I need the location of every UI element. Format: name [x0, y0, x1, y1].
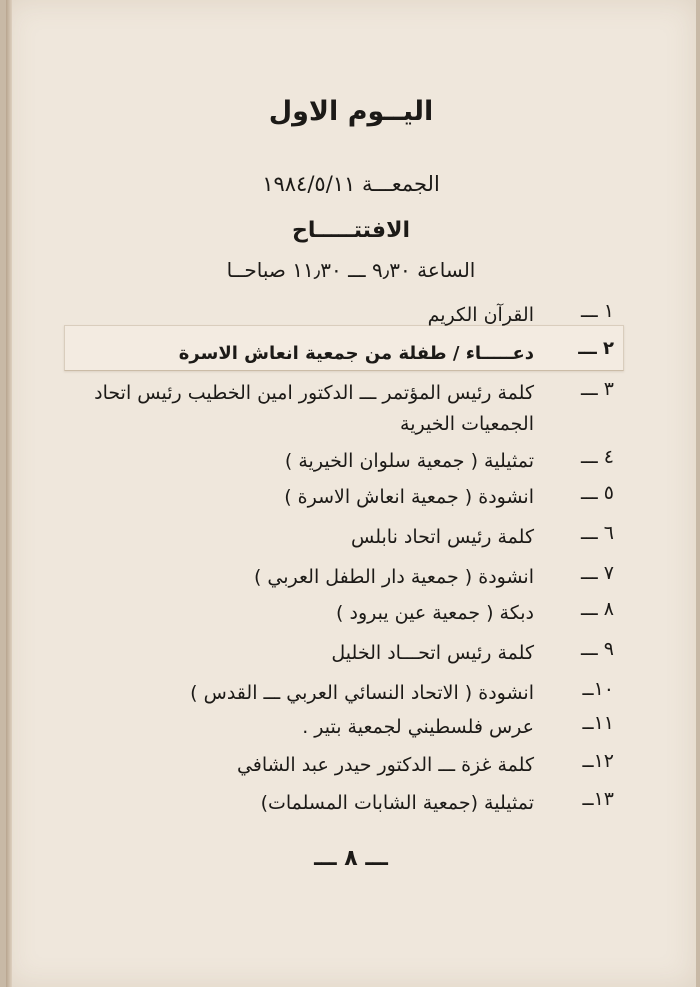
item-number: ١٣ــ: [582, 788, 614, 810]
event-date: الجمعـــة ١٩٨٤/٥/١١: [262, 172, 440, 196]
item-text: تمثيلية ( جمعية سلوان الخيرية ): [284, 450, 534, 472]
item-text: كلمة رئيس المؤتمر ـــ الدكتور امين الخطيب رئيس اتحاد الجمعيات الخيرية: [94, 382, 534, 435]
item-number: ٥ ـــ: [581, 482, 614, 504]
item-number: ٧ ـــ: [581, 562, 614, 584]
item-number: ١١ــ: [582, 712, 614, 734]
item-text: انشودة ( جمعية دار الطفل العربي ): [253, 566, 534, 588]
section-title: الافتتـــــاح: [291, 218, 410, 243]
item-text: انشودة ( الاتحاد النسائي العربي ـــ القدس ): [190, 682, 534, 704]
program-item: [76, 378, 614, 442]
page-edge: [6, 0, 12, 987]
program-item: [76, 482, 614, 516]
program-item: [76, 522, 614, 556]
item-text: كلمة رئيس اتحـــاد الخليل: [331, 642, 534, 664]
day-heading: اليــوم الاول: [268, 96, 434, 127]
program-item: [76, 638, 614, 672]
program-item: [76, 788, 614, 822]
page-number: ـــ ٨ ـــ: [314, 846, 388, 871]
item-text: دبكة ( جمعية عين يبرود ): [336, 602, 534, 624]
item-number: ٣ ـــ: [581, 378, 614, 400]
item-number: ١ ـــ: [581, 300, 614, 322]
program-item: [76, 678, 614, 712]
item-text: عرس فلسطيني لجمعية بتير .: [302, 716, 534, 738]
session-time: الساعة ٩٫٣٠ ـــ ١١٫٣٠ صباحــا: [226, 258, 476, 282]
program-item: [76, 712, 614, 746]
item-text: القرآن الكريم: [427, 304, 534, 326]
program-page: [6, 0, 696, 987]
item-text: كلمة غزة ـــ الدكتور حيدر عبد الشافي: [236, 754, 534, 776]
item-number: ٨ ـــ: [581, 598, 614, 620]
item-number: ١٢ــ: [582, 750, 614, 772]
program-item: [76, 300, 614, 334]
item-text: دعـــــاء / طفلة من جمعية انعاش الاسرة: [178, 343, 534, 364]
program-item: [76, 750, 614, 784]
item-number: ٤ ـــ: [581, 446, 614, 468]
item-number: ٩ ـــ: [581, 638, 614, 660]
program-item: [76, 562, 614, 596]
item-text: تمثيلية (جمعية الشابات المسلمات): [260, 792, 534, 814]
item-text: انشودة ( جمعية انعاش الاسرة ): [284, 486, 534, 508]
item-number: ٦ ـــ: [581, 522, 614, 544]
item-text: كلمة رئيس اتحاد نابلس: [350, 526, 534, 548]
program-item: [76, 338, 614, 372]
item-number: ١٠ــ: [582, 678, 614, 700]
program-item: [76, 598, 614, 632]
program-item: [76, 446, 614, 480]
item-number: ٢ ـــ: [578, 338, 614, 359]
